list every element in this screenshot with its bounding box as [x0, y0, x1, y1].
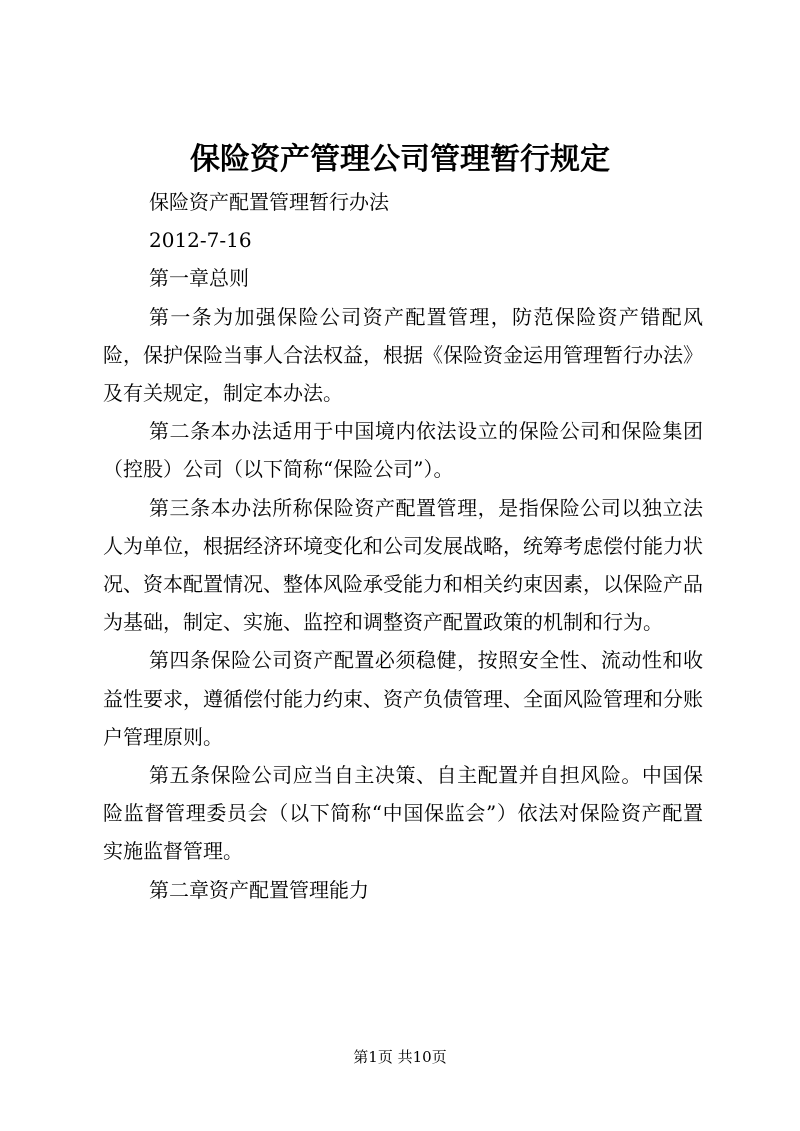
page-number: 第1页: [353, 1048, 393, 1066]
chapter-heading: 第一章总则: [149, 266, 249, 291]
article-paragraph: 第一条为加强保险公司资产配置管理，防范保险资产错配风险，保护保险当事人合法权益，根据《保险资金运用管理暂行办法》及有关规定，制定本办法。: [103, 304, 703, 406]
article-paragraph: 第四条保险公司资产配置必须稳健，按照安全性、流动性和收益性要求，遵循偿付能力约束、资产负债管理、全面风险管理和分账户管理原则。: [103, 648, 703, 749]
article-paragraph: 第三条本办法所称保险资产配置管理，是指保险公司以独立法人为单位，根据经济环境变化和公司发展战略，统筹考虑偿付能力状况、资本配置情况、整体风险承受能力和相关约束因素，以保险产品为基础，制定、实施、监控和调整资产配置政策的机制和行为。: [103, 495, 703, 635]
page-total: 共10页: [397, 1048, 447, 1066]
document-body: [103, 183, 703, 909]
page-footer: [0, 1046, 800, 1068]
article-paragraph: 第二条本办法适用于中国境内依法设立的保险公司和保险集团（控股）公司（以下简称“保险公司”）。: [103, 419, 703, 482]
article-paragraph: 第五条保险公司应当自主决策、自主配置并自担风险。中国保险监督管理委员会（以下简称“中国保监会”）依法对保险资产配置实施监督管理。: [103, 763, 703, 864]
document-title: 保险资产管理公司管理暂行规定: [190, 142, 610, 177]
date-paragraph: 2012-7-16: [149, 228, 252, 253]
subtitle-paragraph: 保险资产配置管理暂行办法: [149, 190, 389, 214]
chapter-heading: 第二章资产配置管理能力: [149, 877, 369, 902]
